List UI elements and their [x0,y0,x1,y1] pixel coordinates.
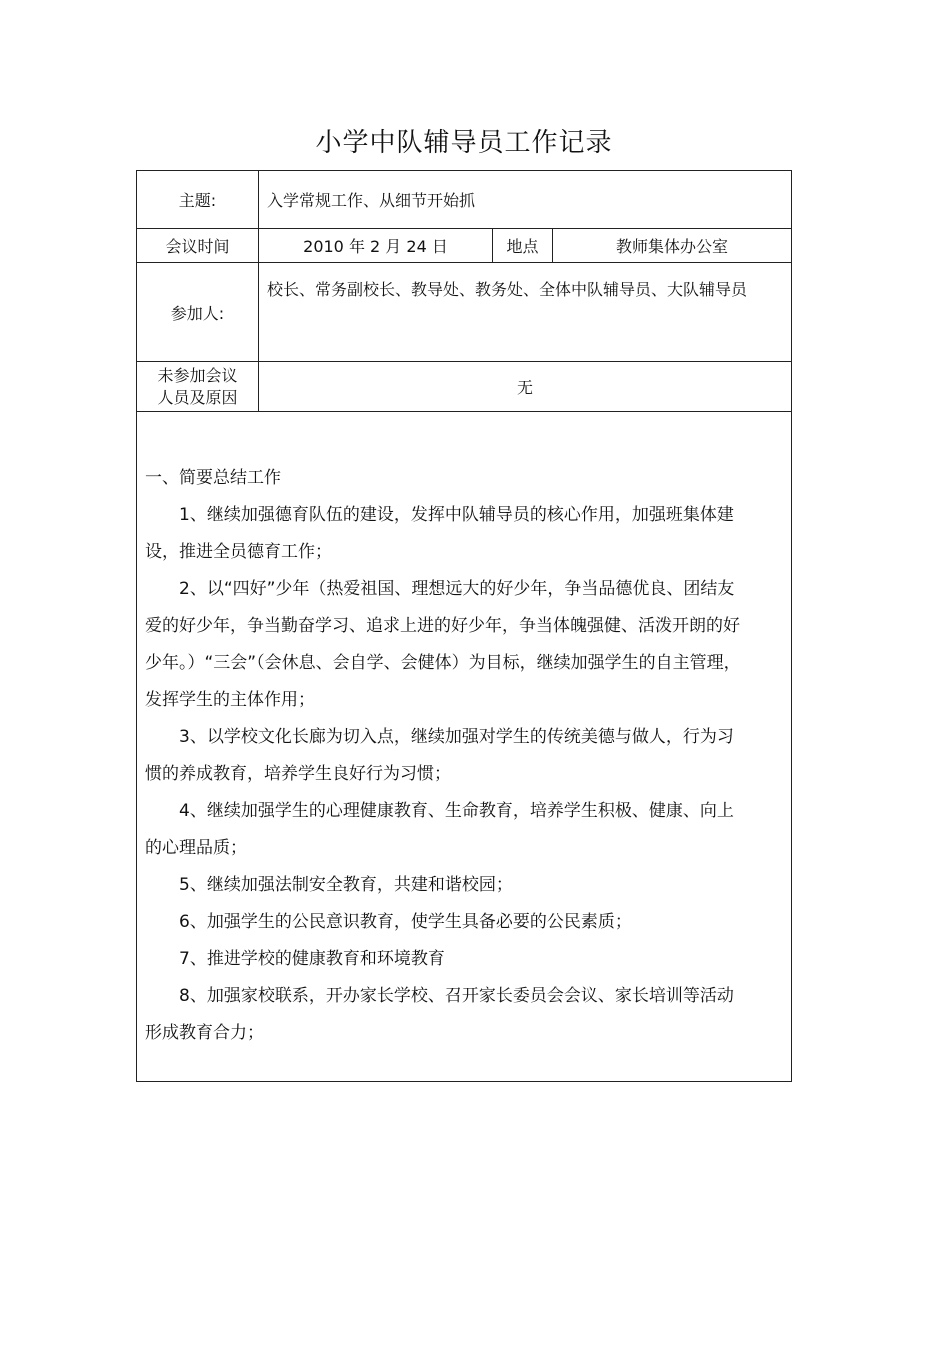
absent-label [137,362,259,412]
record-table [136,170,792,1082]
summary-item-3: 3、以学校文化长廊为切入点，继续加强对学生的传统美德与做人，行为习惯的养成教育，培养学生良好行为习惯； [145,727,734,784]
content-row [137,412,792,1082]
meeting-time-label: 会议时间 [137,229,259,263]
absent-label-line1: 未参加会议 [157,365,238,385]
meeting-time-value: 2010 年 2 月 24 日 [259,229,493,263]
summary-item-8: 8、加强家校联系，开办家长学校、召开家长委员会会议、家长培训等活动形成教育合力； [145,986,734,1043]
summary-item-4: 4、继续加强学生的心理健康教育、生命教育，培养学生积极、健康、向上的心理品质； [145,801,734,858]
time-place-row [137,229,792,263]
document-title: 小学中队辅导员工作记录 [315,128,613,158]
topic-value: 入学常规工作、从细节开始抓 [259,171,792,229]
summary-item-2: 2、以“四好”少年（热爱祖国、理想远大的好少年，争当品德优良、团结友爱的好少年，争当勤奋学习、追求上进的好少年，争当体魄强健、活泼开朗的好少年。）“三会”（会休息、会自学、会健体）为目标，继续加强学生的自主管理，发挥学生的主体作用； [145,579,741,710]
section-heading: 一、简要总结工作 [145,468,281,488]
topic-label: 主题: [137,171,259,229]
place-label: 地点 [493,229,553,263]
absent-row [137,362,792,412]
participants-row [137,263,792,362]
summary-item-6: 6、加强学生的公民意识教育，使学生具备必要的公民素质； [179,912,632,932]
summary-item-5: 5、继续加强法制安全教育，共建和谐校园； [179,875,513,895]
content-cell [137,412,792,1082]
absent-value: 无 [259,362,792,412]
summary-item-1: 1、继续加强德育队伍的建设，发挥中队辅导员的核心作用，加强班集体建设，推进全员德育工作； [145,505,734,562]
content-body [137,412,791,1052]
participants-label: 参加人: [137,263,259,362]
topic-row [137,171,792,229]
summary-item-7: 7、推进学校的健康教育和环境教育 [179,949,445,969]
place-value: 教师集体办公室 [553,229,792,263]
participants-value: 校长、常务副校长、教导处、教务处、全体中队辅导员、大队辅导员 [259,263,792,362]
absent-label-line2: 人员及原因 [157,387,238,407]
